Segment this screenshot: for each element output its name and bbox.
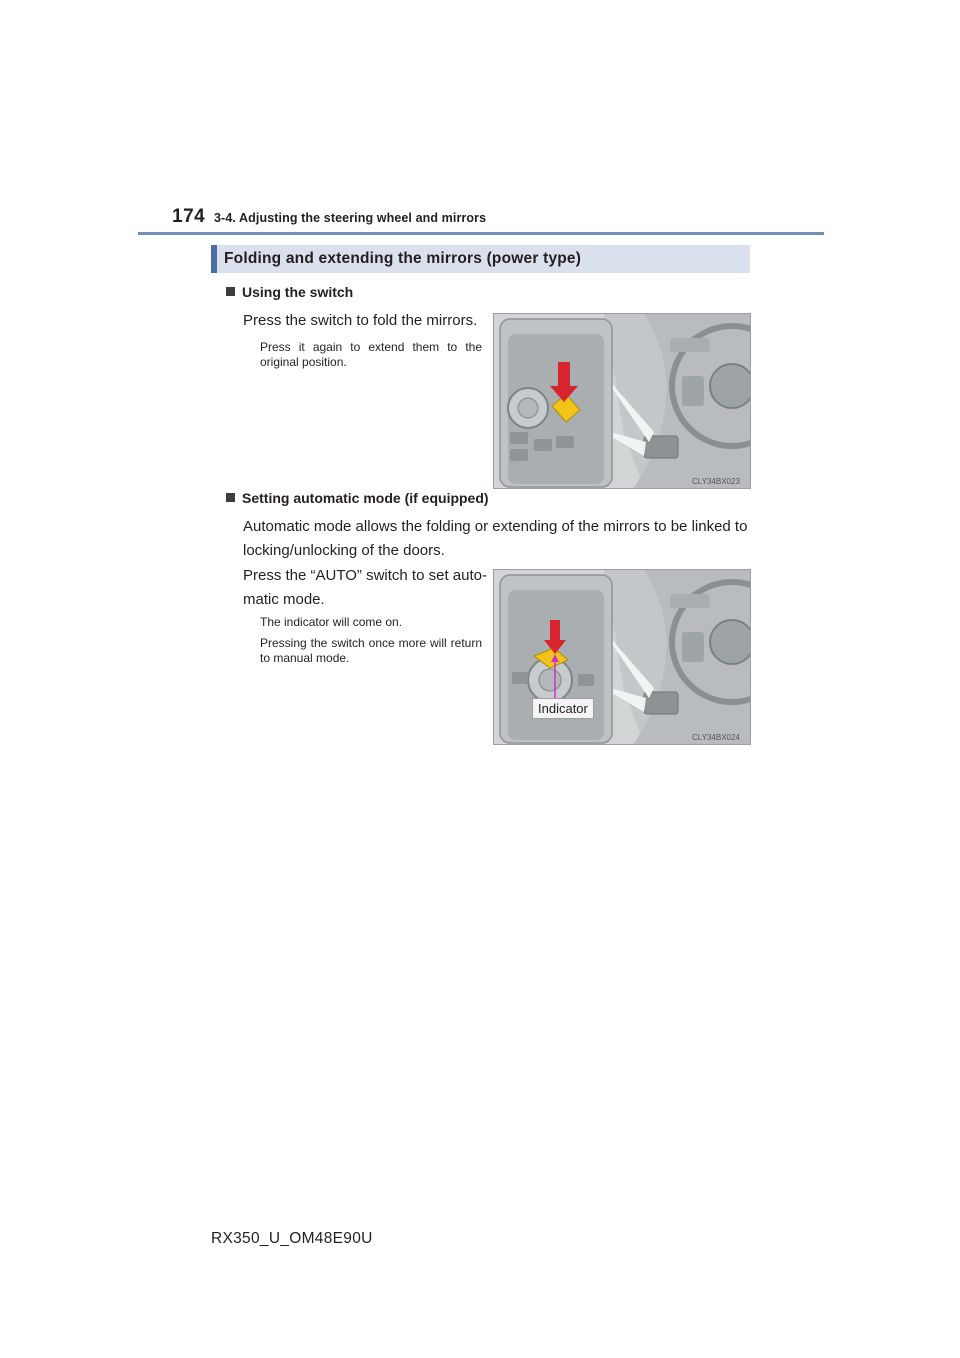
chapter-title: 3-4. Adjusting the steering wheel and mirrors (214, 211, 487, 225)
auto-mode-instruction-1: Press the “AUTO” switch to set auto- (243, 567, 487, 584)
square-bullet-icon (226, 493, 235, 502)
section-title: Folding and extending the mirrors (power type) (224, 250, 582, 267)
mirror-switch-figure-2 (493, 569, 751, 745)
subheading-text: Setting automatic mode (if equipped) (242, 490, 489, 506)
header-rule (138, 232, 824, 235)
subheading-text: Using the switch (242, 284, 354, 300)
square-bullet-icon (226, 287, 235, 296)
section-heading-bar (211, 245, 750, 273)
section-accent (211, 245, 217, 273)
switch-note: Press it again to extend them to the original position. (260, 340, 482, 369)
auto-mode-intro: Automatic mode allows the folding or extending of the mirrors to be linked to locking/unlocking of the doors. (243, 518, 748, 559)
auto-mode-instruction-2: matic mode. (243, 591, 325, 608)
figure-code-1: CLY34BX023 (692, 477, 740, 486)
mirror-switch-figure-1 (493, 313, 751, 489)
document-code: RX350_U_OM48E90U (211, 1230, 373, 1247)
figure-code-2: CLY34BX024 (692, 733, 740, 742)
indicator-label: Indicator (532, 698, 594, 719)
auto-mode-note-1: The indicator will come on. (260, 615, 403, 629)
switch-instruction: Press the switch to fold the mirrors. (243, 312, 478, 329)
subheading-auto-mode (226, 490, 489, 506)
auto-mode-note-2: Pressing the switch once more will return to manual mode. (260, 636, 482, 665)
page-number: 174 (172, 206, 206, 227)
car-interior-illustration (494, 314, 750, 488)
subheading-using-switch (226, 284, 353, 300)
